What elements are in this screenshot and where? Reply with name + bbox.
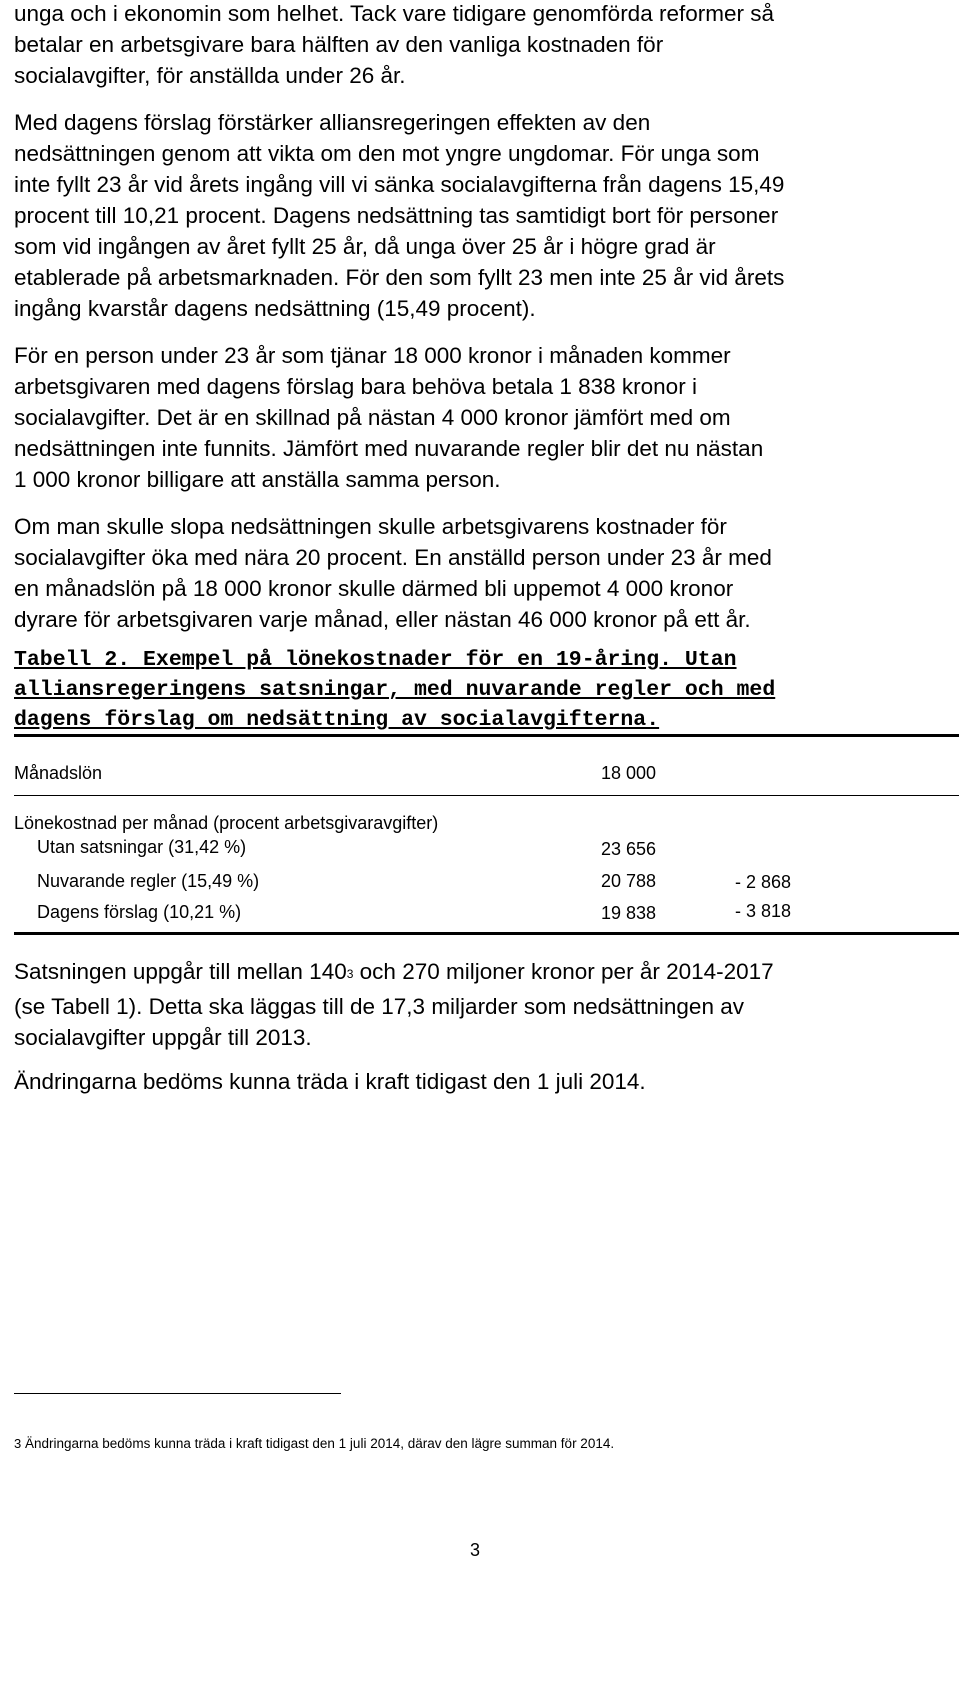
footnote-number: 3 xyxy=(14,1436,22,1451)
text-line: socialavgifter. Det är en skillnad på nästan 4 000 kronor jämfört med om xyxy=(14,405,731,430)
row-label: Dagens förslag (10,21 %) xyxy=(37,902,242,922)
row-diff: - 3 818 xyxy=(735,901,792,921)
text-line: en månadslön på 18 000 kronor skulle därmed bli uppemot 4 000 kronor xyxy=(14,576,734,601)
caption-line: alliansregeringens satsningar, med nuvarande regler och med xyxy=(14,678,776,702)
table-caption xyxy=(14,645,944,735)
row-value: 18 000 xyxy=(601,763,657,783)
text-line: procent till 10,21 procent. Dagens nedsättning tas samtidigt bort för personer xyxy=(14,203,779,228)
paragraph-consequence xyxy=(14,511,944,635)
text-line: dyrare för arbetsgivaren varje månad, eller nästan 46 000 kronor på ett år. xyxy=(14,607,751,632)
paragraph-example xyxy=(14,340,944,495)
row-diff: - 2 868 xyxy=(735,872,792,892)
row-value: 23 656 xyxy=(601,839,657,859)
footnote-reference: 3 xyxy=(346,967,354,981)
footnote-separator xyxy=(14,1393,341,1394)
footnote xyxy=(14,1436,614,1451)
page-footer xyxy=(14,1500,944,1703)
text-line xyxy=(14,956,944,991)
text-line: socialavgifter uppgår till 2013. xyxy=(14,1025,312,1050)
text-line: som vid ingången av året fyllt 25 år, då unga över 25 år i högre grad är xyxy=(14,234,716,259)
text-line: betalar en arbetsgivare bara hälften av den vanliga kostnaden för xyxy=(14,32,664,57)
table-divider xyxy=(14,795,959,796)
row-value: 19 838 xyxy=(601,903,657,923)
page-number: 3 xyxy=(470,1540,481,1560)
table-top-rule xyxy=(14,734,959,737)
paragraph-effective-date xyxy=(14,1066,944,1097)
text-line: (se Tabell 1). Detta ska läggas till de 17,3 miljarder som nedsättningen av xyxy=(14,994,744,1019)
text-line: 1 000 kronor billigare att anställa samma person. xyxy=(14,467,501,492)
paragraph-proposal xyxy=(14,107,944,324)
text-segment: Satsningen uppgår till mellan 140 xyxy=(14,959,347,984)
text-line: Ändringarna bedöms kunna träda i kraft tidigast den 1 juli 2014. xyxy=(14,1069,646,1094)
text-line: nedsättningen genom att vikta om den mot yngre ungdomar. För unga som xyxy=(14,141,760,166)
text-line: socialavgifter, för anställda under 26 år. xyxy=(14,63,406,88)
text-line: För en person under 23 år som tjänar 18 000 kronor i månaden kommer xyxy=(14,343,731,368)
row-label: Utan satsningar (31,42 %) xyxy=(37,837,247,857)
row-label: Lönekostnad per månad (procent arbetsgivaravgifter) xyxy=(14,813,439,833)
paragraph-cost xyxy=(14,956,944,1053)
text-line: Om man skulle slopa nedsättningen skulle arbetsgivarens kostnader för xyxy=(14,514,727,539)
text-line: inte fyllt 23 år vid årets ingång vill vi sänka socialavgifterna från dagens 15,49 xyxy=(14,172,785,197)
text-line: arbetsgivaren med dagens förslag bara behöva betala 1 838 kronor i xyxy=(14,374,697,399)
caption-line: Tabell 2. Exempel på lönekostnader för en 19-åring. Utan xyxy=(14,648,737,672)
text-line: ingång kvarstår dagens nedsättning (15,49 procent). xyxy=(14,296,536,321)
paragraph-intro xyxy=(14,0,944,91)
text-segment: och 270 miljoner kronor per år 2014-2017 xyxy=(353,959,774,984)
table-bottom-rule xyxy=(14,932,959,935)
footnote-text: Ändringarna bedöms kunna träda i kraft tidigast den 1 juli 2014, därav den lägre summan för 2014. xyxy=(21,1436,615,1451)
text-line: unga och i ekonomin som helhet. Tack vare tidigare genomförda reformer så xyxy=(14,1,774,26)
text-line: Med dagens förslag förstärker alliansregeringen effekten av den xyxy=(14,110,651,135)
row-label: Månadslön xyxy=(14,763,103,783)
text-line: nedsättningen inte funnits. Jämfört med nuvarande regler blir det nu nästan xyxy=(14,436,764,461)
text-line: socialavgifter öka med nära 20 procent. En anställd person under 23 år med xyxy=(14,545,772,570)
row-value: 20 788 xyxy=(601,871,657,891)
text-line: etablerade på arbetsmarknaden. För den som fyllt 23 men inte 25 år vid årets xyxy=(14,265,785,290)
caption-line: dagens förslag om nedsättning av socialavgifterna. xyxy=(14,708,660,732)
row-label: Nuvarande regler (15,49 %) xyxy=(37,871,260,891)
